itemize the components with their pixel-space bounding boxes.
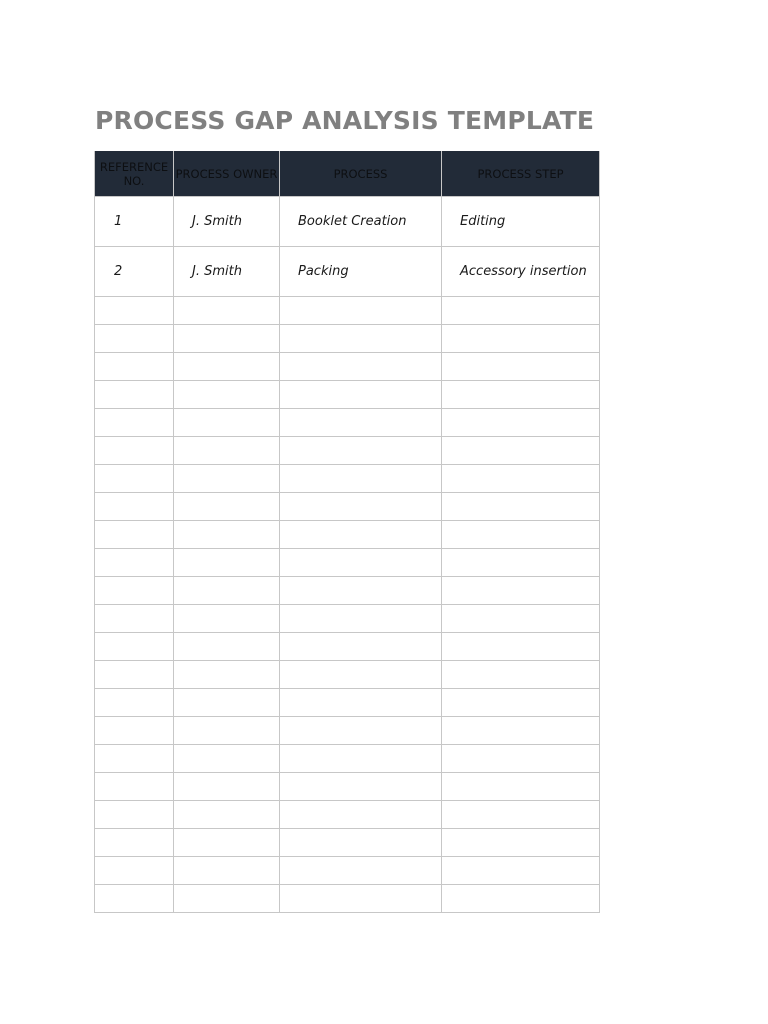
cell-process-step[interactable] bbox=[442, 633, 600, 661]
cell-process[interactable] bbox=[280, 689, 442, 717]
cell-process[interactable] bbox=[280, 885, 442, 913]
cell-process[interactable] bbox=[280, 549, 442, 577]
cell-reference-no[interactable]: 1 bbox=[95, 197, 174, 247]
header-process-step: PROCESS STEP bbox=[442, 151, 600, 197]
cell-process-owner[interactable] bbox=[174, 857, 280, 885]
cell-reference-no[interactable] bbox=[95, 381, 174, 409]
cell-reference-no[interactable] bbox=[95, 353, 174, 381]
cell-reference-no[interactable] bbox=[95, 689, 174, 717]
empty-table-row bbox=[95, 577, 600, 605]
cell-process[interactable] bbox=[280, 857, 442, 885]
cell-process-step[interactable] bbox=[442, 689, 600, 717]
cell-process[interactable]: Packing bbox=[280, 247, 442, 297]
cell-process-owner[interactable] bbox=[174, 549, 280, 577]
cell-process-owner[interactable] bbox=[174, 493, 280, 521]
cell-process-step[interactable] bbox=[442, 437, 600, 465]
empty-table-row bbox=[95, 661, 600, 689]
table-row bbox=[95, 247, 600, 297]
empty-table-row bbox=[95, 409, 600, 437]
page-title: PROCESS GAP ANALYSIS TEMPLATE bbox=[95, 106, 595, 135]
cell-process-step[interactable] bbox=[442, 353, 600, 381]
cell-process-owner[interactable] bbox=[174, 745, 280, 773]
cell-process-step[interactable] bbox=[442, 465, 600, 493]
cell-reference-no[interactable]: 2 bbox=[95, 247, 174, 297]
cell-process[interactable] bbox=[280, 521, 442, 549]
table-header bbox=[95, 151, 600, 197]
cell-process-owner[interactable] bbox=[174, 605, 280, 633]
cell-process-owner[interactable]: J. Smith bbox=[174, 197, 280, 247]
cell-reference-no[interactable] bbox=[95, 717, 174, 745]
cell-process[interactable] bbox=[280, 773, 442, 801]
header-process-owner: PROCESS OWNER bbox=[174, 151, 280, 197]
cell-process-owner[interactable] bbox=[174, 661, 280, 689]
cell-process-step[interactable] bbox=[442, 829, 600, 857]
cell-process[interactable] bbox=[280, 325, 442, 353]
empty-table-row bbox=[95, 605, 600, 633]
empty-table-row bbox=[95, 801, 600, 829]
header-reference-no: REFERENCE NO. bbox=[95, 151, 174, 197]
cell-process[interactable] bbox=[280, 577, 442, 605]
empty-table-row bbox=[95, 521, 600, 549]
cell-process[interactable] bbox=[280, 465, 442, 493]
empty-table-row bbox=[95, 885, 600, 913]
cell-process[interactable] bbox=[280, 493, 442, 521]
empty-table-row bbox=[95, 857, 600, 885]
cell-reference-no[interactable] bbox=[95, 773, 174, 801]
cell-process-step[interactable] bbox=[442, 661, 600, 689]
cell-process-step[interactable] bbox=[442, 745, 600, 773]
cell-process[interactable] bbox=[280, 605, 442, 633]
cell-reference-no[interactable] bbox=[95, 829, 174, 857]
cell-process-step[interactable] bbox=[442, 297, 600, 325]
empty-table-row bbox=[95, 493, 600, 521]
cell-process-step[interactable]: Editing bbox=[442, 197, 600, 247]
table-row bbox=[95, 197, 600, 247]
empty-table-row bbox=[95, 325, 600, 353]
cell-reference-no[interactable] bbox=[95, 297, 174, 325]
cell-reference-no[interactable] bbox=[95, 437, 174, 465]
cell-reference-no[interactable] bbox=[95, 521, 174, 549]
cell-process-owner[interactable] bbox=[174, 633, 280, 661]
cell-process-owner[interactable] bbox=[174, 437, 280, 465]
cell-reference-no[interactable] bbox=[95, 493, 174, 521]
cell-reference-no[interactable] bbox=[95, 465, 174, 493]
empty-table-row bbox=[95, 353, 600, 381]
cell-process-owner[interactable] bbox=[174, 409, 280, 437]
cell-process-owner[interactable] bbox=[174, 829, 280, 857]
cell-process[interactable] bbox=[280, 661, 442, 689]
empty-table-row bbox=[95, 297, 600, 325]
cell-process[interactable] bbox=[280, 633, 442, 661]
cell-process[interactable] bbox=[280, 437, 442, 465]
empty-table-row bbox=[95, 437, 600, 465]
table-body bbox=[95, 197, 600, 913]
cell-process-owner[interactable] bbox=[174, 297, 280, 325]
cell-process-owner[interactable] bbox=[174, 381, 280, 409]
cell-process-owner[interactable] bbox=[174, 717, 280, 745]
cell-process-owner[interactable] bbox=[174, 801, 280, 829]
cell-process[interactable] bbox=[280, 409, 442, 437]
cell-process-step[interactable] bbox=[442, 493, 600, 521]
cell-reference-no[interactable] bbox=[95, 549, 174, 577]
cell-process-step[interactable] bbox=[442, 801, 600, 829]
empty-table-row bbox=[95, 745, 600, 773]
cell-reference-no[interactable] bbox=[95, 577, 174, 605]
cell-process[interactable] bbox=[280, 717, 442, 745]
empty-table-row bbox=[95, 549, 600, 577]
cell-reference-no[interactable] bbox=[95, 745, 174, 773]
empty-table-row bbox=[95, 689, 600, 717]
cell-process-owner[interactable] bbox=[174, 465, 280, 493]
cell-process-step[interactable] bbox=[442, 549, 600, 577]
cell-reference-no[interactable] bbox=[95, 857, 174, 885]
header-row bbox=[95, 151, 600, 197]
cell-process-step[interactable] bbox=[442, 717, 600, 745]
cell-process-owner[interactable] bbox=[174, 521, 280, 549]
cell-process-owner[interactable]: J. Smith bbox=[174, 247, 280, 297]
cell-process[interactable] bbox=[280, 297, 442, 325]
cell-reference-no[interactable] bbox=[95, 325, 174, 353]
cell-process-step[interactable] bbox=[442, 885, 600, 913]
cell-process-step[interactable] bbox=[442, 381, 600, 409]
cell-process[interactable] bbox=[280, 829, 442, 857]
cell-process-owner[interactable] bbox=[174, 325, 280, 353]
cell-process[interactable] bbox=[280, 353, 442, 381]
cell-process-owner[interactable] bbox=[174, 353, 280, 381]
empty-table-row bbox=[95, 717, 600, 745]
cell-process-step[interactable] bbox=[442, 521, 600, 549]
empty-table-row bbox=[95, 465, 600, 493]
cell-process-owner[interactable] bbox=[174, 773, 280, 801]
cell-process-step[interactable] bbox=[442, 409, 600, 437]
header-process: PROCESS bbox=[280, 151, 442, 197]
empty-table-row bbox=[95, 381, 600, 409]
cell-reference-no[interactable] bbox=[95, 661, 174, 689]
cell-process-owner[interactable] bbox=[174, 885, 280, 913]
cell-reference-no[interactable] bbox=[95, 605, 174, 633]
cell-process-step[interactable] bbox=[442, 577, 600, 605]
gap-analysis-table bbox=[94, 151, 600, 913]
cell-process[interactable] bbox=[280, 381, 442, 409]
cell-process[interactable] bbox=[280, 745, 442, 773]
cell-reference-no[interactable] bbox=[95, 633, 174, 661]
cell-process[interactable]: Booklet Creation bbox=[280, 197, 442, 247]
cell-reference-no[interactable] bbox=[95, 885, 174, 913]
cell-reference-no[interactable] bbox=[95, 801, 174, 829]
cell-reference-no[interactable] bbox=[95, 409, 174, 437]
cell-process-owner[interactable] bbox=[174, 577, 280, 605]
empty-table-row bbox=[95, 633, 600, 661]
empty-table-row bbox=[95, 829, 600, 857]
cell-process-step[interactable] bbox=[442, 773, 600, 801]
cell-process-owner[interactable] bbox=[174, 689, 280, 717]
cell-process-step[interactable] bbox=[442, 605, 600, 633]
empty-table-row bbox=[95, 773, 600, 801]
cell-process-step[interactable] bbox=[442, 857, 600, 885]
cell-process[interactable] bbox=[280, 801, 442, 829]
cell-process-step[interactable]: Accessory insertion bbox=[442, 247, 600, 297]
cell-process-step[interactable] bbox=[442, 325, 600, 353]
